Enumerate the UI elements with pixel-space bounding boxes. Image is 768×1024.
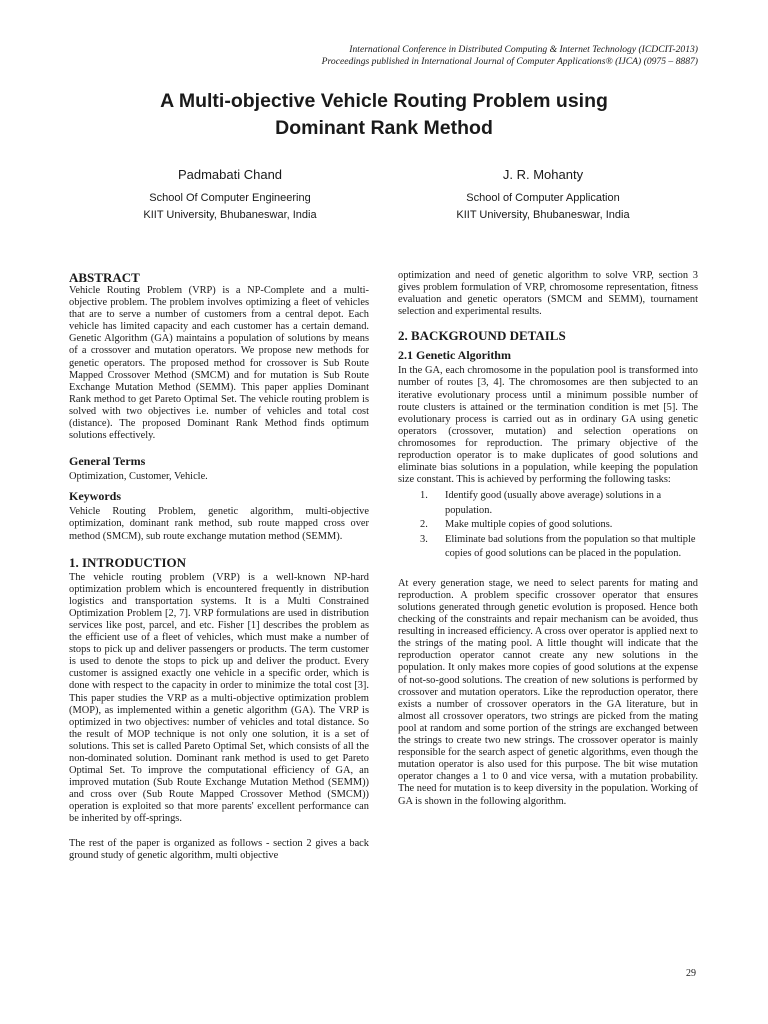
genetic-algorithm-paragraph: In the GA, each chromosome in the population pool is transformed into number of routes [3, 4]. The chromosomes are then subjected to an iterative evolutionary process until a minimum possible number of route clusters is attained or the termination condition is met [5]. The evolutionary process is carried out as in ordinary GA using genetic operators (crossover, mutation) and selection operations on chromosomes for reproduction. The primary objective of the reproduction operator is to make duplicates of good solutions and eliminate bias solutions in a population, while keeping the population size constant. This is achieved by performing the following tasks: [398,365,698,486]
author-department: School of Computer Application [466,192,620,204]
author-institution: KIIT University, Bhubaneswar, India [143,209,317,221]
header-proceedings: Proceedings published in International Journal of Computer Applications® (IJCA) (0975 – 8887) [321,56,698,67]
paper-title [80,88,688,142]
introduction-paragraph: The vehicle routing problem (VRP) is a well-known NP-hard optimization problem which is encountered frequently in distribution logistics and transportation systems. It is a Multi Constrained Optimization Problem [2, 7]. VRP formulations are used in distribution services like post, parcel, and etc. Fisher [1] describes the problem as the efficient use of a fleet of vehicles, which must make a number of stops to pick up and deliver passengers or products. The term customer is used to denote the stops to pick up and deliver the product. Every customer is assigned exactly one vehicle in a specific order, which is done with respect to the capacity in order to minimize the total cost [3]. This paper studies the VRP as a multi-objective optimization problem (MOP), as implemented within a genetic algorithm (GA). The VRP is optimized in two objectives: number of vehicles and total distance. So the result of MOP technique is not only one solution, it is a set of solutions. This set is called Pareto Optimal Set, which consists of all the non-dominated solution. Dominant rank method is used to get Pareto Optimal Set. To improve the computational efficiency of GA, an improved mutation (Sub Route Exchange Mutation Method (SEMM)) and cross over (Sub Route Mapped Crossover Method (SMCM)) operation is exploited so that more parents' excellent performance can be inherited by off-springs. [69,571,369,825]
list-item-number: 3. [420,533,428,545]
keywords-text: Vehicle Routing Problem, genetic algorithm, multi-objective optimization, dominant rank method, sub route mapped cross over method (SMCM), sub route exchange mutation method (SEMM). [69,506,369,542]
left-column [69,270,369,862]
header-conference: International Conference in Distributed Computing & Internet Technology (ICDCIT-2013) [349,44,698,55]
title-line-2: Dominant Rank Method [275,117,493,139]
introduction-heading: 1. INTRODUCTION [69,554,187,570]
selection-paragraph: At every generation stage, we need to select parents for mating and reproduction. A problem specific crossover operator that ensures solutions generated through genetic evolution is proposed. Hence both checking of the constraints and repair mechanism can be avoided, thus resulting in increased efficiency. A cross over operator is applied next to the strings of the mating pool. A little thought will indicate that the reproduction operator cannot create any new solutions in the population. It only makes more copies of good solutions at the expense of not-so-good solutions. The creation of new solutions is performed by crossover and mutation operators. Like the reproduction operator, there exists a number of crossover operators in the GA literature, but in almost all crossover operators, two strings are picked from the mating pool at random and some portion of the strings are exchanged between the strings to create two new strings. The crossover operator is mainly responsible for the search aspect of genetic algorithms, even though the mutation operator is also used for this purpose. The bit wise mutation operator changes a 1 to 0 and vice versa, with a mutation probability. The need for mutation is to keep diversity in the population. Working of GA is shown in the following algorithm. [398,577,698,807]
list-item-text: Make multiple copies of good solutions. [445,519,613,531]
list-item [398,518,698,533]
general-terms-text: Optimization, Customer, Vehicle. [69,471,208,483]
general-terms-heading: General Terms [69,454,146,469]
running-header [178,44,698,68]
right-column [398,270,698,808]
keywords-heading: Keywords [69,489,121,504]
list-item-text: Identify good (usually above average) solutions in a population. [445,490,662,516]
author-block-1 [90,166,370,224]
author-name: J. R. Mohanty [502,167,584,182]
list-item-text: Eliminate bad solutions from the population so that multiple copies of good solutions can be placed in the population. [445,533,696,560]
task-list [398,489,698,562]
genetic-algorithm-heading: 2.1 Genetic Algorithm [398,348,511,363]
list-item-number: 1. [420,490,428,502]
organization-paragraph: The rest of the paper is organized as follows - section 2 gives a back ground study of genetic algorithm, multi objective [69,837,369,861]
author-name: Padmabati Chand [177,167,283,182]
author-block-2 [403,166,683,224]
organization-paragraph-continued: optimization and need of genetic algorithm to solve VRP, section 3 gives problem formulation of VRP, chromosome representation, fitness evaluation and genetic operators (SMCM and SEMM), tournament selection and experimental results. [398,270,698,318]
abstract-text: Vehicle Routing Problem (VRP) is a NP-Complete and a multi-objective problem. The problem involves optimizing a fleet of vehicles that are to serve a number of customers from a central depot. Each vehicle has limited capacity and each customer has a certain demand. Genetic Algorithm (GA) maintains a population of solutions by means of a crossover and mutation operators. We propose new methods for genetic operators. The proposed method for crossover is Sub Route Mapped Crossover Method (SMCM) and for mutation is Sub Route Exchange Mutation Method (SEMM). This paper applies Dominant Rank method to get Pareto Optimal Set. The vehicle routing problem is solved with two objectives i.e. number of vehicles and total cost (distance). The proposed Dominant Rank Method finds optimum solutions effectively. [69,285,369,442]
list-item [398,533,698,562]
title-line-1: A Multi-objective Vehicle Routing Problem using [160,90,608,112]
list-item-number: 2. [420,519,428,531]
author-institution: KIIT University, Bhubaneswar, India [456,209,630,221]
page-number: 29 [686,968,696,979]
abstract-heading: ABSTRACT [69,270,140,285]
background-heading: 2. BACKGROUND DETAILS [398,328,566,344]
list-item [398,489,698,518]
author-department: School Of Computer Engineering [149,192,311,204]
